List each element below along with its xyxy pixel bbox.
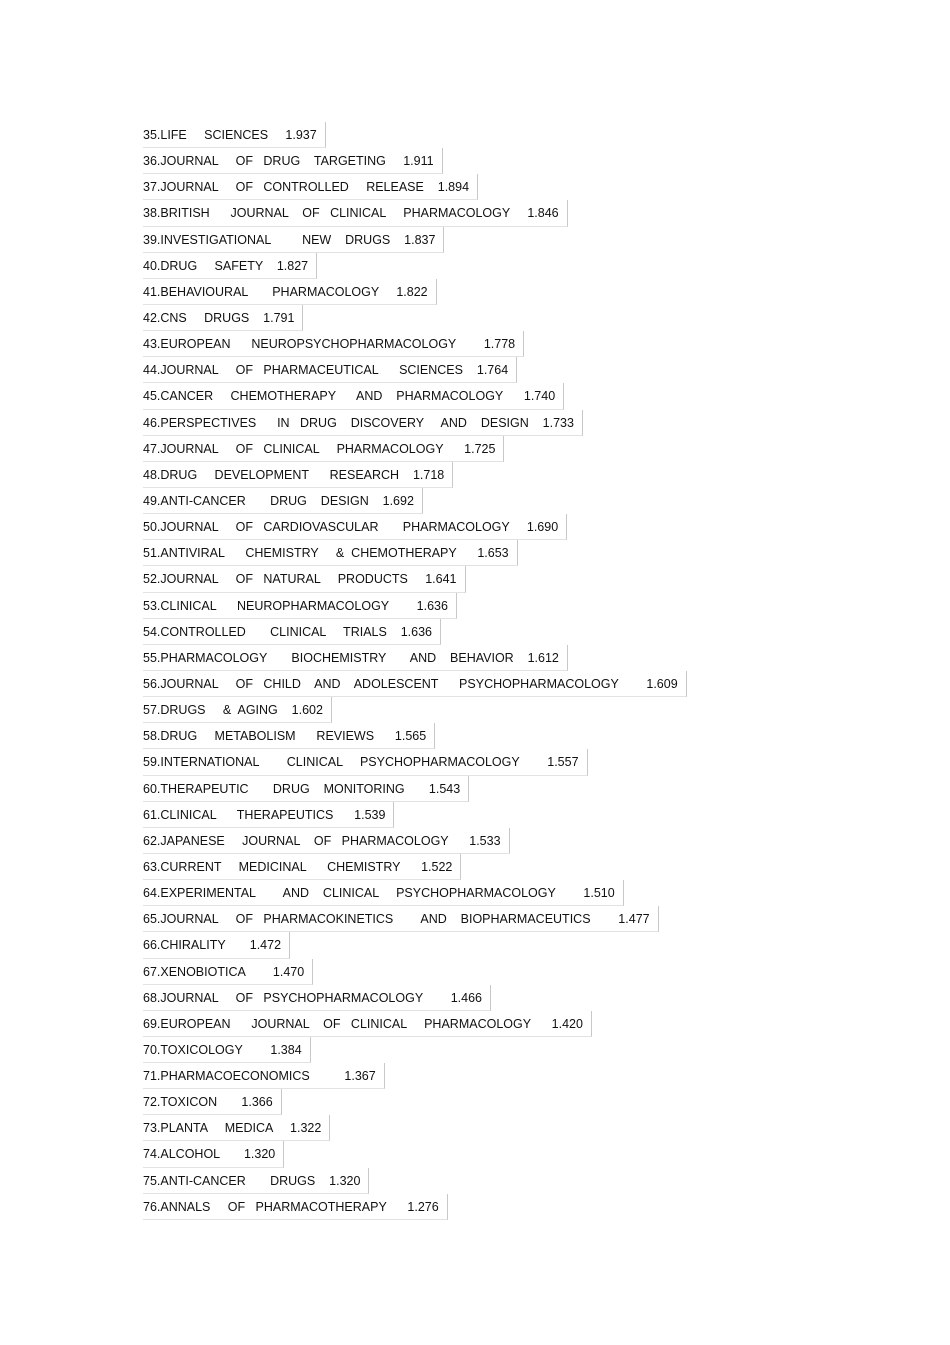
- journal-entry: [143, 1011, 687, 1037]
- journal-entry: [143, 227, 687, 253]
- journal-entry-text: 53.CLINICAL NEUROPHARMACOLOGY 1.636: [143, 593, 457, 619]
- journal-entry: [143, 1089, 687, 1115]
- journal-entry: [143, 1063, 687, 1089]
- journal-entry: [143, 279, 687, 305]
- journal-entry-text: 63.CURRENT MEDICINAL CHEMISTRY 1.522: [143, 854, 461, 880]
- journal-entry: [143, 959, 687, 985]
- journal-entry-text: 73.PLANTA MEDICA 1.322: [143, 1115, 330, 1141]
- journal-entry: [143, 174, 687, 200]
- journal-entry-text: 75.ANTI-CANCER DRUGS 1.320: [143, 1168, 369, 1194]
- journal-entry: [143, 593, 687, 619]
- journal-entry-text: 44.JOURNAL OF PHARMACEUTICAL SCIENCES 1.764: [143, 357, 517, 383]
- journal-entry-text: 58.DRUG METABOLISM REVIEWS 1.565: [143, 723, 435, 749]
- journal-entry-text: 68.JOURNAL OF PSYCHOPHARMACOLOGY 1.466: [143, 985, 491, 1011]
- journal-entry: [143, 488, 687, 514]
- journal-entry: [143, 619, 687, 645]
- journal-entry: [143, 253, 687, 279]
- journal-entry: [143, 200, 687, 226]
- journal-entry-text: 60.THERAPEUTIC DRUG MONITORING 1.543: [143, 776, 469, 802]
- journal-entry-text: 72.TOXICON 1.366: [143, 1089, 282, 1115]
- journal-entry-text: 74.ALCOHOL 1.320: [143, 1141, 284, 1167]
- journal-entry: [143, 776, 687, 802]
- journal-entry: [143, 1115, 687, 1141]
- journal-entry-text: 59.INTERNATIONAL CLINICAL PSYCHOPHARMACOLOGY 1.557: [143, 749, 588, 775]
- journal-entry-text: 55.PHARMACOLOGY BIOCHEMISTRY AND BEHAVIOR 1.612: [143, 645, 568, 671]
- journal-ranking-list: [143, 122, 687, 1220]
- journal-entry: [143, 540, 687, 566]
- journal-entry: [143, 148, 687, 174]
- journal-entry-text: 64.EXPERIMENTAL AND CLINICAL PSYCHOPHARMACOLOGY 1.510: [143, 880, 624, 906]
- journal-entry: [143, 462, 687, 488]
- journal-entry: [143, 854, 687, 880]
- journal-entry: [143, 749, 687, 775]
- journal-entry-text: 48.DRUG DEVELOPMENT RESEARCH 1.718: [143, 462, 453, 488]
- journal-entry-text: 51.ANTIVIRAL CHEMISTRY & CHEMOTHERAPY 1.653: [143, 540, 518, 566]
- journal-entry-text: 46.PERSPECTIVES IN DRUG DISCOVERY AND DESIGN 1.733: [143, 410, 583, 436]
- journal-entry-text: 38.BRITISH JOURNAL OF CLINICAL PHARMACOLOGY 1.846: [143, 200, 568, 226]
- journal-entry-text: 36.JOURNAL OF DRUG TARGETING 1.911: [143, 148, 443, 174]
- journal-entry: [143, 383, 687, 409]
- journal-entry: [143, 1037, 687, 1063]
- journal-entry-text: 76.ANNALS OF PHARMACOTHERAPY 1.276: [143, 1194, 448, 1220]
- journal-entry-text: 62.JAPANESE JOURNAL OF PHARMACOLOGY 1.533: [143, 828, 510, 854]
- journal-entry-text: 35.LIFE SCIENCES 1.937: [143, 122, 326, 148]
- journal-entry: [143, 645, 687, 671]
- journal-entry: [143, 1141, 687, 1167]
- journal-entry: [143, 566, 687, 592]
- journal-entry-text: 57.DRUGS & AGING 1.602: [143, 697, 332, 723]
- journal-entry: [143, 357, 687, 383]
- journal-entry-text: 56.JOURNAL OF CHILD AND ADOLESCENT PSYCHOPHARMACOLOGY 1.609: [143, 671, 687, 697]
- journal-entry-text: 41.BEHAVIOURAL PHARMACOLOGY 1.822: [143, 279, 437, 305]
- journal-entry-text: 37.JOURNAL OF CONTROLLED RELEASE 1.894: [143, 174, 478, 200]
- journal-entry-text: 39.INVESTIGATIONAL NEW DRUGS 1.837: [143, 227, 444, 253]
- journal-entry-text: 47.JOURNAL OF CLINICAL PHARMACOLOGY 1.725: [143, 436, 504, 462]
- journal-entry: [143, 932, 687, 958]
- journal-entry: [143, 410, 687, 436]
- journal-entry-text: 49.ANTI-CANCER DRUG DESIGN 1.692: [143, 488, 423, 514]
- journal-entry-text: 70.TOXICOLOGY 1.384: [143, 1037, 311, 1063]
- journal-entry-text: 71.PHARMACOECONOMICS 1.367: [143, 1063, 385, 1089]
- journal-entry: [143, 906, 687, 932]
- journal-entry: [143, 331, 687, 357]
- journal-entry: [143, 802, 687, 828]
- journal-entry: [143, 1168, 687, 1194]
- journal-entry-text: 54.CONTROLLED CLINICAL TRIALS 1.636: [143, 619, 441, 645]
- journal-entry: [143, 828, 687, 854]
- journal-entry: [143, 305, 687, 331]
- journal-entry: [143, 880, 687, 906]
- journal-entry-text: 42.CNS DRUGS 1.791: [143, 305, 303, 331]
- journal-entry-text: 52.JOURNAL OF NATURAL PRODUCTS 1.641: [143, 566, 466, 592]
- journal-entry: [143, 985, 687, 1011]
- journal-entry-text: 65.JOURNAL OF PHARMACOKINETICS AND BIOPHARMACEUTICS 1.477: [143, 906, 659, 932]
- journal-entry-text: 50.JOURNAL OF CARDIOVASCULAR PHARMACOLOGY 1.690: [143, 514, 567, 540]
- journal-entry-text: 43.EUROPEAN NEUROPSYCHOPHARMACOLOGY 1.778: [143, 331, 524, 357]
- journal-entry: [143, 697, 687, 723]
- journal-entry: [143, 436, 687, 462]
- journal-entry-text: 66.CHIRALITY 1.472: [143, 932, 290, 958]
- journal-entry: [143, 1194, 687, 1220]
- journal-entry-text: 45.CANCER CHEMOTHERAPY AND PHARMACOLOGY 1.740: [143, 383, 564, 409]
- journal-entry-text: 67.XENOBIOTICA 1.470: [143, 959, 313, 985]
- journal-entry: [143, 514, 687, 540]
- journal-entry: [143, 122, 687, 148]
- journal-entry-text: 61.CLINICAL THERAPEUTICS 1.539: [143, 802, 394, 828]
- journal-entry: [143, 671, 687, 697]
- journal-entry-text: 40.DRUG SAFETY 1.827: [143, 253, 317, 279]
- journal-entry-text: 69.EUROPEAN JOURNAL OF CLINICAL PHARMACOLOGY 1.420: [143, 1011, 592, 1037]
- journal-entry: [143, 723, 687, 749]
